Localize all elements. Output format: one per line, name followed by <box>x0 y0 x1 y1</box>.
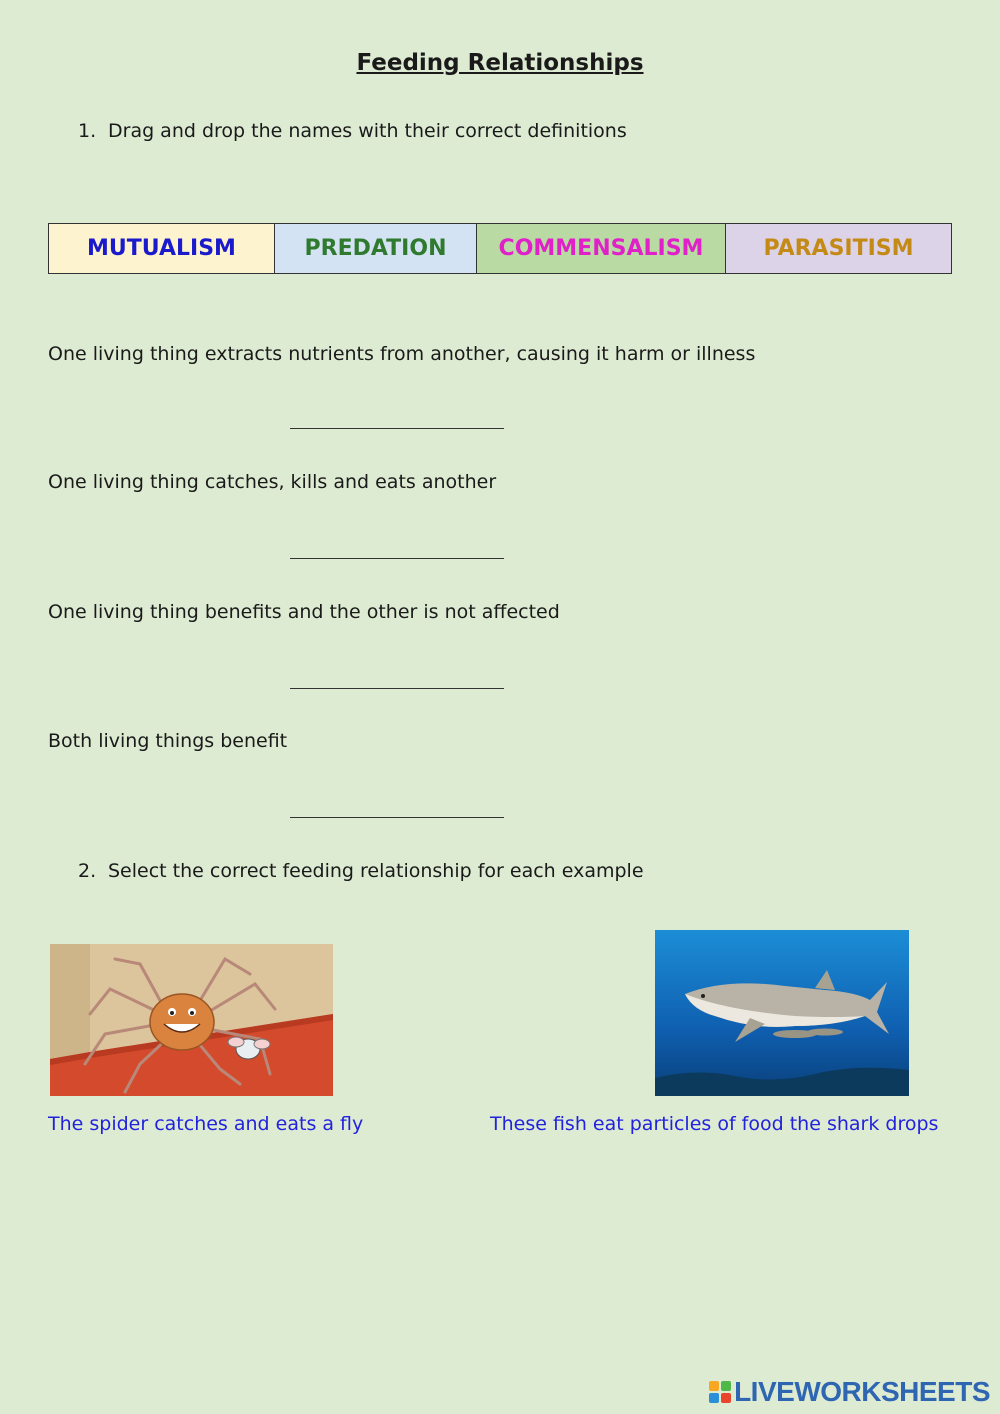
logo-mark-icon <box>709 1381 731 1403</box>
definition-text: One living thing extracts nutrients from another, causing it harm or illness <box>48 343 756 365</box>
word-predation[interactable]: PREDATION <box>275 224 477 273</box>
answer-drop-zone[interactable] <box>290 540 504 559</box>
instruction-number: 1. <box>78 120 97 142</box>
word-bank <box>48 223 952 274</box>
example-caption-spider: The spider catches and eats a fly <box>48 1113 364 1135</box>
page-title: Feeding Relationships <box>356 50 644 76</box>
spider-image <box>50 944 333 1096</box>
shark-image <box>655 930 909 1096</box>
word-commensalism[interactable]: COMMENSALISM <box>477 224 726 273</box>
instruction-number: 2. <box>78 860 97 882</box>
liveworksheets-logo <box>709 1376 990 1408</box>
instruction-text: Select the correct feeding relationship for each example <box>108 860 644 882</box>
definition-text: Both living things benefit <box>48 730 288 752</box>
word-mutualism[interactable]: MUTUALISM <box>49 224 275 273</box>
instruction-2 <box>78 860 644 882</box>
definition-text: One living thing benefits and the other is not affected <box>48 601 560 623</box>
instruction-1 <box>78 120 627 142</box>
logo-text: LIVEWORKSHEETS <box>734 1376 990 1407</box>
answer-drop-zone[interactable] <box>290 410 504 429</box>
answer-drop-zone[interactable] <box>290 799 504 818</box>
definition-text: One living thing catches, kills and eats another <box>48 471 497 493</box>
instruction-text: Drag and drop the names with their correct definitions <box>108 120 627 142</box>
answer-drop-zone[interactable] <box>290 670 504 689</box>
example-caption-shark: These fish eat particles of food the shark drops <box>490 1113 939 1135</box>
word-parasitism[interactable]: PARASITISM <box>726 224 951 273</box>
